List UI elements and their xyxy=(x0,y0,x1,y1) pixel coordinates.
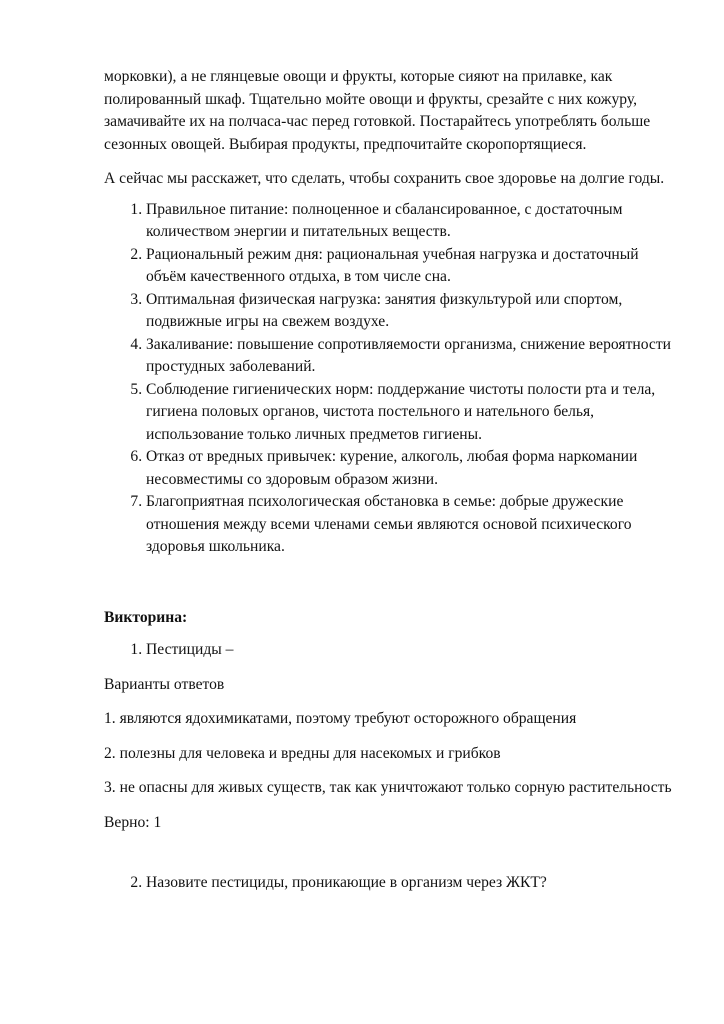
lead-paragraph: А сейчас мы расскажет, что сделать, чтобы сохранить свое здоровье на долгие годы. xyxy=(104,170,665,187)
list-item: 6. Отказ от вредных привычек: курение, алкоголь, любая форма наркомании несовместимы со здоровым образом жизни. xyxy=(146,446,672,491)
list-item: 2. Рациональный режим дня: рациональная учебная нагрузка и достаточный объём качественного отдыха, в том числе сна. xyxy=(146,244,672,289)
quiz-title: Викторина: xyxy=(104,608,188,626)
correct-answer: Верно: 1 xyxy=(104,813,162,831)
answer-option: 2. полезны для человека и вредны для насекомых и грибков xyxy=(104,744,501,762)
list-item: 5. Соблюдение гигиенических норм: поддержание чистоты полости рта и тела, гигиена половых органов, чистота постельного и нательного белья, использование только личных предметов гигиены. xyxy=(146,379,672,447)
list-item: 7. Благоприятная психологическая обстановка в семье: добрые дружеские отношения между всеми членами семьи являются основой психического здоровья школьника. xyxy=(146,491,672,559)
variants-label: Варианты ответов xyxy=(104,675,225,693)
quiz-question: 1. Пестициды – xyxy=(146,639,672,662)
list-item: 3. Оптимальная физическая нагрузка: занятия физкультурой или спортом, подвижные игры на свежем воздухе. xyxy=(146,289,672,334)
answer-option: 1. являются ядохимикатами, поэтому требуют осторожного обращения xyxy=(104,710,577,727)
list-item: 4. Закаливание: повышение сопротивляемости организма, снижение вероятности простудных заболеваний. xyxy=(146,334,672,379)
answer-option: 3. не опасны для живых существ, так как уничтожают только сорную растительность xyxy=(104,779,672,796)
quiz-question-list xyxy=(104,639,672,662)
list-item: 1. Правильное питание: полноценное и сбалансированное, с достаточным количеством энергии и питательных веществ. xyxy=(146,199,672,244)
health-rules-list xyxy=(104,199,672,559)
quiz-question-list xyxy=(104,872,672,895)
intro-paragraph: морковки), а не глянцевые овощи и фрукты, которые сияют на прилавке, как полированный шкаф. Тщательно мойте овощи и фрукты, срезайте с них кожуру, замачивайте их на полчаса-час перед готовкой. Постарайтесь употреблять больше сезонных овощей. Выбирая продукты, предпочитайте скоропортящиеся. xyxy=(104,68,651,153)
quiz-question: 2. Назовите пестициды, проникающие в организм через ЖКТ? xyxy=(146,872,672,895)
